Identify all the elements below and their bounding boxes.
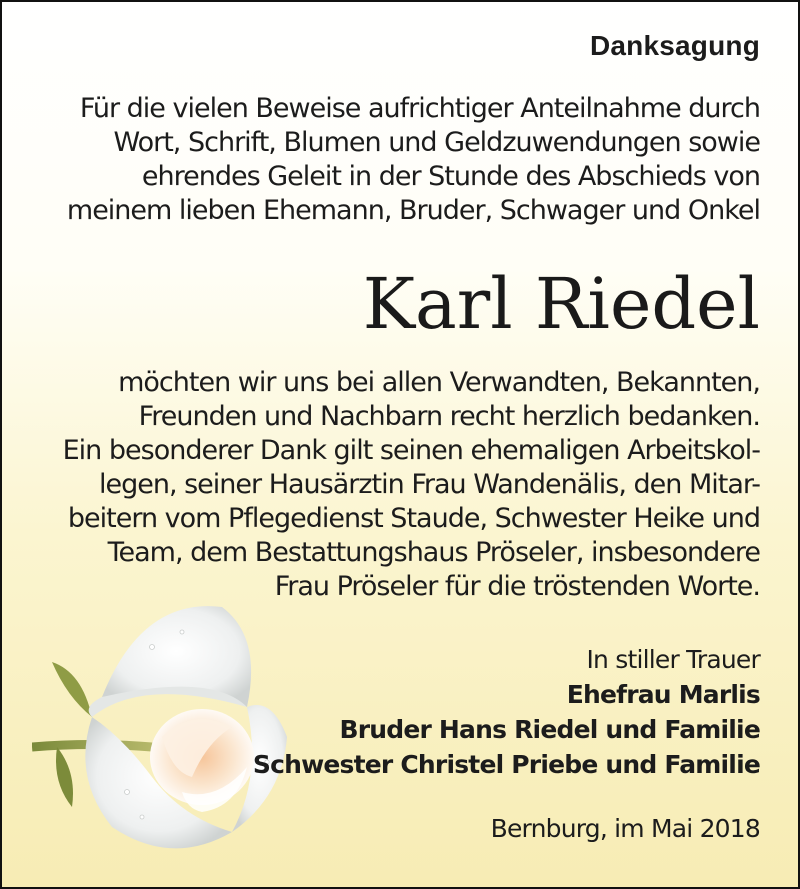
mourner-line: Schwester Christel Priebe und Familie: [252, 750, 760, 779]
heading: Danksagung: [589, 30, 760, 61]
body-line: legen, seiner Hausärztin Frau Wandenälis, den Mitar-: [98, 469, 760, 500]
intro-line: Wort, Schrift, Blumen und Geldzuwendungen sowie: [113, 127, 760, 158]
intro-line: Für die vielen Beweise aufrichtiger Anteilnahme durch: [79, 93, 760, 124]
deceased-name: Karl Riedel: [362, 263, 760, 345]
mourner-line: Bruder Hans Riedel und Familie: [339, 715, 760, 744]
body-line: Team, dem Bestattungshaus Pröseler, insbesondere: [107, 537, 760, 568]
body-line: beitern vom Pflegedienst Staude, Schwester Heike und: [67, 503, 760, 534]
body-text: [63, 366, 760, 604]
mourning-line: In stiller Trauer: [586, 645, 760, 674]
body-line: Frau Pröseler für die tröstenden Worte.: [274, 571, 760, 602]
intro-line: meinem lieben Ehemann, Bruder, Schwager und Onkel: [66, 195, 760, 226]
body-line: Ein besonderer Dank gilt seinen ehemaligen Arbeitskol-: [62, 435, 760, 466]
body-line: Freunden und Nachbarn recht herzlich bedanken.: [138, 401, 760, 432]
mourner-line: Ehefrau Marlis: [566, 680, 760, 709]
leaf-shape: [52, 662, 92, 717]
intro-line: ehrendes Geleit in der Stunde des Abschieds von: [141, 161, 760, 192]
leaf-shape: [56, 747, 73, 807]
body-line: möchten wir uns bei allen Verwandten, Bekannten,: [118, 367, 760, 398]
signature-block: [253, 642, 760, 782]
intro-text: [67, 92, 760, 228]
place-date: Bernburg, im Mai 2018: [490, 814, 760, 843]
